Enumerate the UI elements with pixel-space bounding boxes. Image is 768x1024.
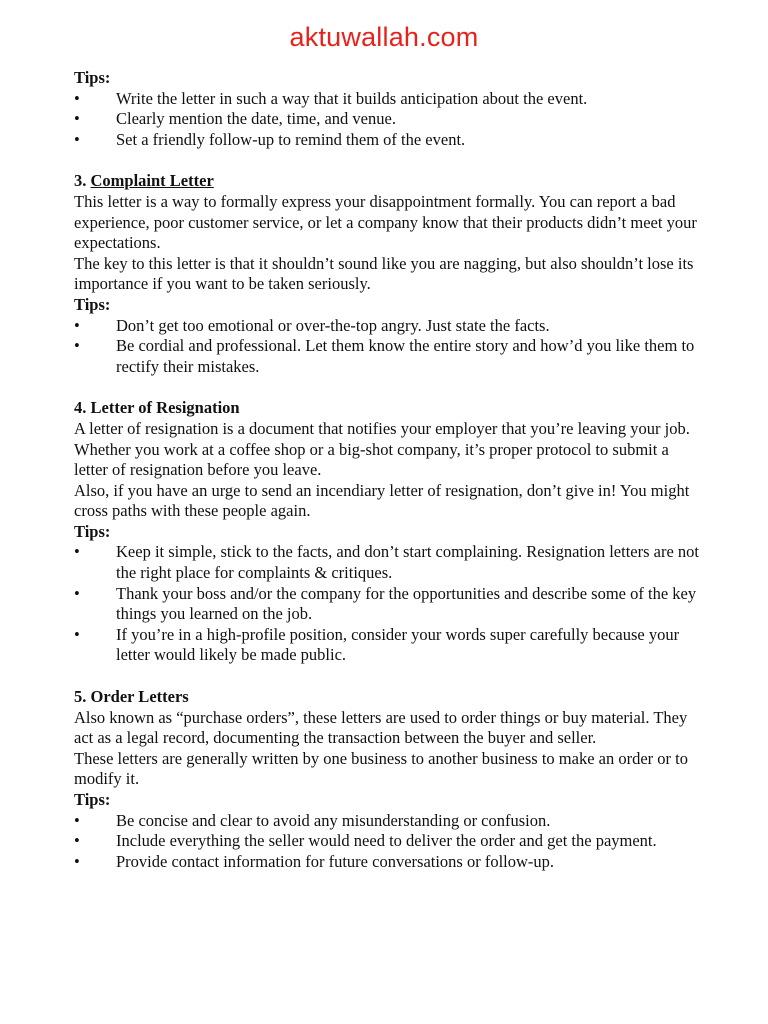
section-title: Order Letters	[90, 687, 189, 707]
tips-label: Tips:	[74, 521, 111, 541]
bullet-icon: •	[74, 336, 80, 356]
section-title: Letter of Resignation	[90, 398, 240, 418]
section-heading-complaint-letter	[74, 171, 704, 192]
section-number: 3.	[74, 171, 87, 191]
section-paragraph: This letter is a way to formally express your disappointment formally. You can report a bad experience, poor customer service, or let a company know that their products didn’t meet your expectations.	[74, 191, 697, 253]
tip-item: • Thank your boss and/or the company for the opportunities and describe some of the key things you learned on the job.	[74, 583, 697, 624]
resignation-tips-list	[74, 542, 704, 666]
bullet-icon: •	[74, 315, 80, 335]
tip-item: • Provide contact information for future conversations or follow-up.	[74, 851, 555, 871]
section-heading-order-letters	[74, 687, 704, 708]
section-heading-letter-of-resignation	[74, 398, 704, 419]
intro-tips-list	[74, 89, 704, 151]
tips-label: Tips:	[74, 68, 111, 87]
tip-item: • If you’re in a high-profile position, consider your words super carefully because your letter would likely be made public.	[74, 624, 680, 665]
tips-label: Tips:	[74, 294, 111, 314]
section-number: 4.	[74, 398, 87, 418]
bullet-icon: •	[74, 831, 80, 851]
section-number: 5.	[74, 687, 87, 707]
section-title: Complaint Letter	[90, 171, 214, 191]
tip-item: • Clearly mention the date, time, and venue.	[74, 109, 396, 129]
bullet-icon: •	[74, 88, 80, 108]
section-paragraph: The key to this letter is that it shouldn’t sound like you are nagging, but also shouldn’t lose its importance if you want to be taken seriously.	[74, 253, 694, 294]
section-paragraph: These letters are generally written by one business to another business to make an order or to modify it.	[74, 748, 688, 789]
bullet-icon: •	[74, 109, 80, 129]
section-paragraph: Also known as “purchase orders”, these letters are used to order things or buy material. They act as a legal record, documenting the transaction between the buyer and seller.	[74, 707, 688, 748]
bullet-icon: •	[74, 583, 80, 603]
tip-item: • Set a friendly follow-up to remind them of the event.	[74, 129, 466, 149]
tip-item: • Keep it simple, stick to the facts, and don’t start complaining. Resignation letters are not the right place for complaints & critiques.	[74, 542, 700, 583]
tip-item: • Be concise and clear to avoid any misunderstanding or confusion.	[74, 810, 551, 830]
tip-item: • Write the letter in such a way that it builds anticipation about the event.	[74, 88, 588, 108]
bullet-icon: •	[74, 542, 80, 562]
bullet-icon: •	[74, 851, 80, 871]
order-tips-list	[74, 811, 704, 873]
bullet-icon: •	[74, 624, 80, 644]
complaint-tips-list	[74, 316, 704, 378]
site-watermark: aktuwallah.com	[289, 22, 479, 52]
tip-item: • Include everything the seller would need to deliver the order and get the payment.	[74, 831, 657, 851]
tip-item: • Be cordial and professional. Let them know the entire story and how’d you like them to rectify their mistakes.	[74, 336, 695, 376]
section-paragraph: A letter of resignation is a document that notifies your employer that you’re leaving your job. Whether you work at a coffee shop or a big-shot company, it’s proper protocol to submit a letter of resignation before you leave.	[74, 418, 690, 480]
section-paragraph: Also, if you have an urge to send an incendiary letter of resignation, don’t give in! You might cross paths with these people again.	[74, 480, 690, 521]
bullet-icon: •	[74, 810, 80, 830]
bullet-icon: •	[74, 129, 80, 149]
tips-label: Tips:	[74, 790, 111, 809]
document-body	[74, 68, 704, 872]
tip-item: • Don’t get too emotional or over-the-top angry. Just state the facts.	[74, 315, 550, 335]
